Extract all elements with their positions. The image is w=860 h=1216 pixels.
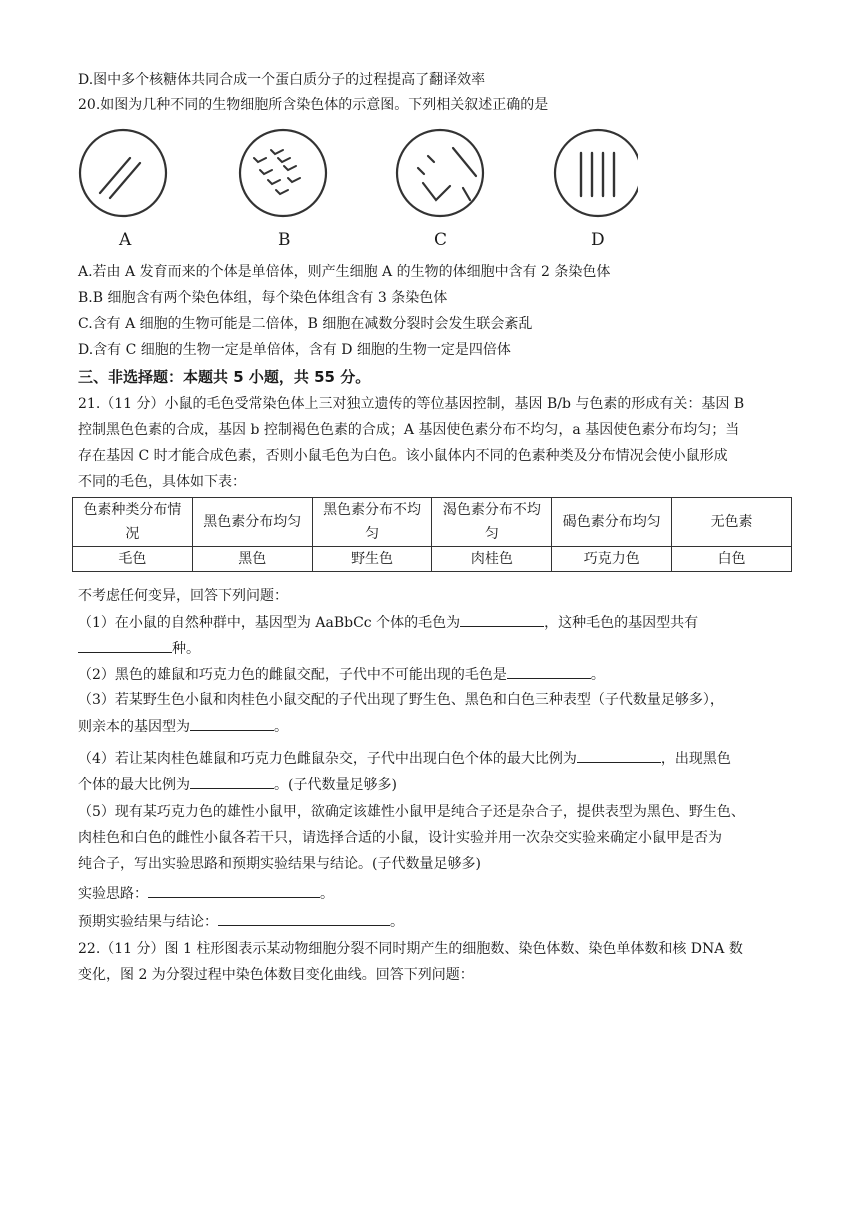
table-cell: 碣色素分布均匀	[552, 498, 672, 547]
coat-color-table	[72, 497, 792, 572]
table-cell: 巧克力色	[552, 547, 672, 572]
chromosome-figure	[78, 128, 638, 253]
part-4-text: （4）若让某肉桂色雄鼠和巧克力色雌鼠杂交，子代中出现白色个体的最大比例为	[78, 751, 577, 767]
question-22-line-2: 变化，图 2 为分裂过程中染色体数目变化曲线。回答下列问题：	[78, 967, 474, 983]
table-cell: 毛色	[73, 547, 193, 572]
expected-result-end: 。	[390, 914, 404, 930]
option-c: C.含有 A 细胞的生物可能是二倍体，B 细胞在减数分裂时会发生联会紊乱	[78, 316, 533, 332]
cell-a-circle	[80, 130, 166, 216]
table-cell: 渴色素分布不均匀	[432, 498, 552, 547]
answer-blank[interactable]	[190, 774, 274, 789]
part-2-line	[78, 664, 605, 685]
part-1-text: （1）在小鼠的自然种群中，基因型为 AaBbCc 个体的毛色为	[78, 615, 461, 631]
part-3-text: 则亲本的基因型为	[78, 719, 190, 735]
part-5-line-3: 纯合子，写出实验思路和预期实验结果与结论。(子代数量足够多)	[78, 856, 481, 872]
part-1-text: 种。	[172, 641, 200, 657]
answer-blank[interactable]	[218, 911, 390, 926]
table-cell: 无色素	[672, 498, 792, 547]
answer-blank[interactable]	[78, 638, 172, 653]
answer-blank[interactable]	[507, 664, 591, 679]
part-4-line-2	[78, 774, 397, 795]
question-21-line-1: 21.（11 分）小鼠的毛色受常染色体上三对独立遗传的等位基因控制，基因 B/b 与色素的形成有关：基因 B	[78, 396, 745, 412]
answer-blank[interactable]	[577, 748, 661, 763]
cell-b-circle	[240, 130, 326, 216]
expected-result-label: 预期实验结果与结论：	[78, 914, 218, 930]
figure-label-a: A	[119, 230, 132, 250]
part-2-text: （2）黑色的雄鼠和巧克力色的雌鼠交配，子代中不可能出现的毛色是	[78, 667, 507, 683]
part-5-line-2: 肉桂色和白色的雌性小鼠各若干只，请选择合适的小鼠，设计实验并用一次杂交实验来确定小鼠甲是否为	[78, 830, 722, 846]
table-row	[73, 547, 792, 572]
figure-label-d: D	[591, 230, 605, 250]
table-cell: 白色	[672, 547, 792, 572]
section-heading: 三、非选择题：本题共 5 小题，共 55 分。	[78, 368, 371, 386]
option-a: A.若由 A 发育而来的个体是单倍体，则产生细胞 A 的生物的体细胞中含有 2 条染色体	[78, 264, 611, 280]
part-5-line-1: （5）现有某巧克力色的雄性小鼠甲，欲确定该雄性小鼠甲是纯合子还是杂合子，提供表型为黑色、野生色、	[78, 804, 745, 820]
answer-blank[interactable]	[148, 883, 320, 898]
option-b: B.B 细胞含有两个染色体组，每个染色体组含有 3 条染色体	[78, 290, 448, 306]
part-2-text: 。	[590, 667, 605, 683]
cell-d-chromosomes	[581, 153, 614, 196]
expected-result-line	[78, 911, 404, 932]
table-cell: 黑色	[192, 547, 312, 572]
cell-d-circle	[555, 130, 638, 216]
question-20-stem: 20.如图为几种不同的生物细胞所含染色体的示意图。下列相关叙述正确的是	[78, 97, 549, 113]
no-variation-note: 不考虑任何变异，回答下列问题：	[78, 588, 288, 604]
table-cell: 黑色素分布均匀	[192, 498, 312, 547]
table-cell: 肉桂色	[432, 547, 552, 572]
part-4-line-1	[78, 748, 731, 769]
cell-c-circle	[397, 130, 483, 216]
cell-a-chromosomes	[100, 158, 140, 198]
table-cell: 色素种类分布情况	[73, 498, 193, 547]
part-4-text: ，出现黑色	[660, 751, 731, 767]
part-1-line-2	[78, 638, 200, 659]
answer-blank[interactable]	[190, 716, 274, 731]
question-21-line-4: 不同的毛色，具体如下表：	[78, 474, 246, 490]
figure-label-b: B	[278, 230, 291, 250]
part-1-line-1	[78, 612, 698, 633]
part-3-line-1: （3）若某野生色小鼠和肉桂色小鼠交配的子代出现了野生色、黑色和白色三种表型（子代数量足够多），	[78, 692, 724, 708]
table-cell: 野生色	[312, 547, 432, 572]
experiment-idea-end: 。	[320, 886, 334, 902]
figure-label-c: C	[434, 230, 448, 250]
part-4-text: 。(子代数量足够多)	[274, 777, 397, 793]
table-header-row	[73, 498, 792, 547]
part-1-text: ，这种毛色的基因型共有	[544, 615, 699, 631]
table-cell: 黑色素分布不均匀	[312, 498, 432, 547]
part-4-text: 个体的最大比例为	[78, 777, 190, 793]
answer-blank[interactable]	[460, 612, 544, 627]
part-3-line-2	[78, 716, 288, 737]
cell-c-chromosomes	[418, 148, 476, 200]
cell-b-chromosomes	[254, 150, 300, 194]
option-d-previous: D.图中多个核糖体共同合成一个蛋白质分子的过程提高了翻译效率	[78, 72, 486, 88]
option-d: D.含有 C 细胞的生物一定是单倍体，含有 D 细胞的生物一定是四倍体	[78, 342, 511, 358]
question-21-line-3: 存在基因 C 时才能合成色素，否则小鼠毛色为白色。该小鼠体内不同的色素种类及分布情况会使小鼠形成	[78, 448, 728, 464]
experiment-idea-line	[78, 883, 334, 904]
part-3-text: 。	[274, 719, 288, 735]
question-22-line-1: 22.（11 分）图 1 柱形图表示某动物细胞分裂不同时期产生的细胞数、染色体数、染色单体数和核 DNA 数	[78, 941, 743, 957]
experiment-idea-label: 实验思路：	[78, 886, 148, 902]
question-21-line-2: 控制黑色色素的合成，基因 b 控制褐色色素的合成；A 基因使色素分布不均匀，a 基因使色素分布均匀；当	[78, 422, 740, 438]
